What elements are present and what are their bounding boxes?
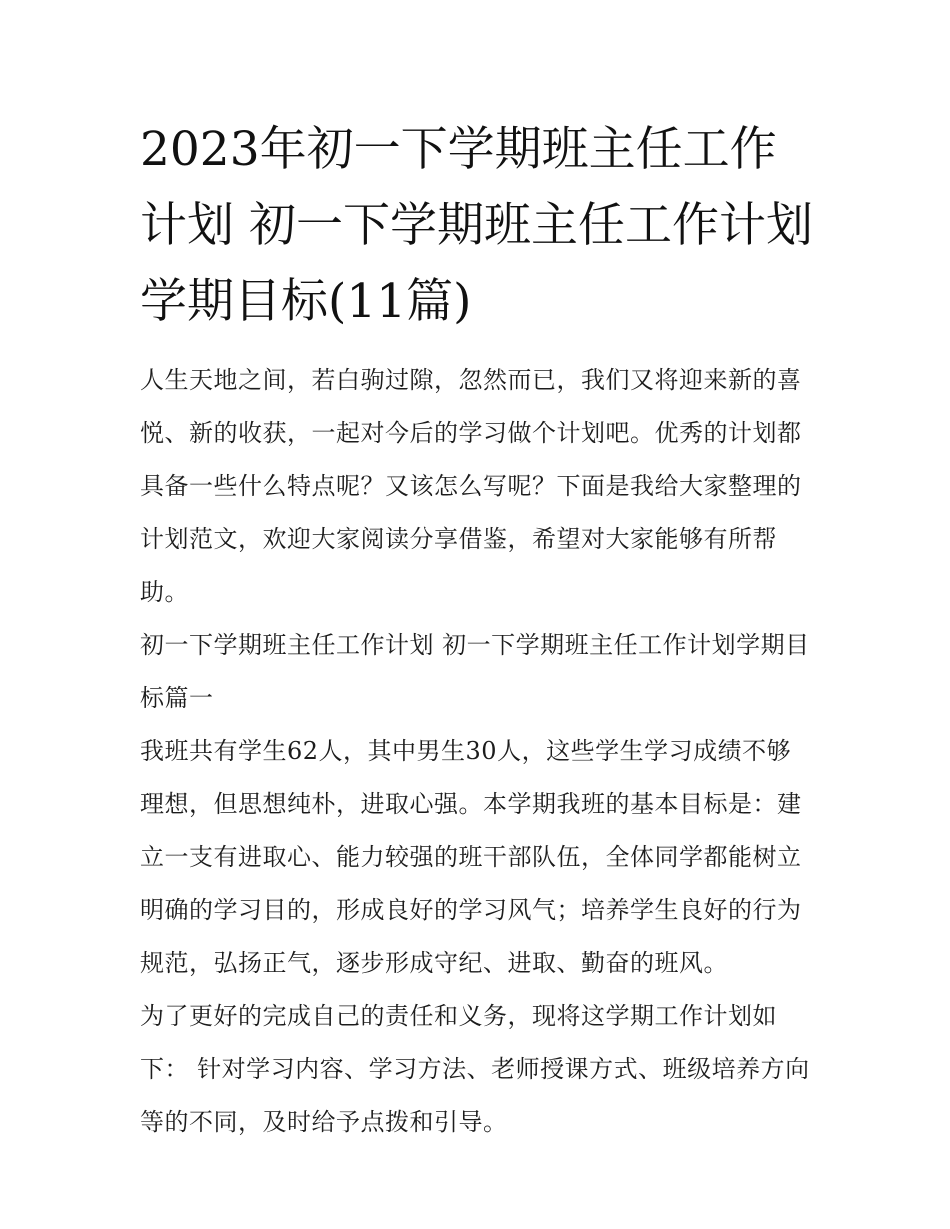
document-body <box>140 112 815 1149</box>
body-paragraph: 为了更好的完成自己的责任和义务，现将这学期工作计划如下： 针对学习内容、学习方法、老师授课方式、班级培养方向等的不同，及时给予点拨和引导。 <box>140 1002 810 1136</box>
section-heading: 初一下学期班主任工作计划 初一下学期班主任工作计划学期目标篇一 <box>140 631 810 712</box>
document-title: 2023年初一下学期班主任工作计划 初一下学期班主任工作计划学期目标(11篇) <box>140 122 813 329</box>
body-paragraph: 我班共有学生62人，其中男生30人，这些学生学习成绩不够理想，但思想纯朴，进取心强。本学期我班的基本目标是：建立一支有进取心、能力较强的班干部队伍，全体同学都能树立明确的学习目的，形成良好的学习风气；培养学生良好的行为规范，弘扬正气，逐步形成守纪、进取、勤奋的班风。 <box>140 737 802 977</box>
intro-paragraph: 人生天地之间，若白驹过隙，忽然而已，我们又将迎来新的喜悦、新的收获，一起对今后的学习做个计划吧。优秀的计划都具备一些什么特点呢？又该怎么写呢？下面是我给大家整理的计划范文，欢迎大家阅读分享借鉴，希望对大家能够有所帮助。 <box>140 366 802 606</box>
